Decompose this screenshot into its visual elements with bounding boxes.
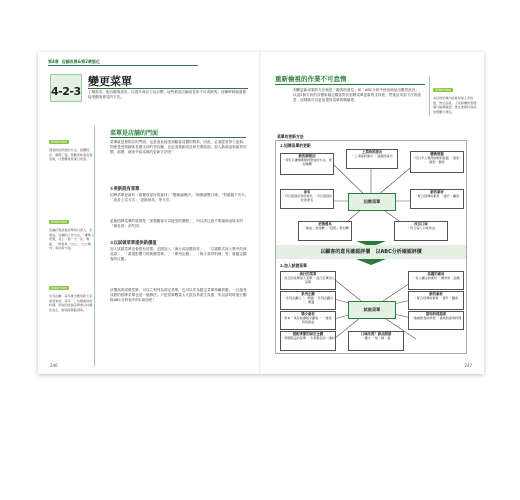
band-abc-analysis: 以ABC分析確認評價 <box>375 249 422 255</box>
node-presentation: 上菜時的演出 ・上菜時的演出 ・裝盤的演出 <box>346 149 398 169</box>
attention-text: 為好的記錄內容就是加入多的組，對於品質，上菜時機的管理進行檢測確認，實在會保持商品的整體力穩定。 <box>433 96 477 114</box>
section-intro: 了解需求，配合顧客需求，以提升商品力為目標，這些都是店舗成長所不可或缺的。這種時候就需要接受顧客意見的方法。 <box>88 90 247 99</box>
figure-label: 菜單的更新方法 <box>277 134 304 139</box>
section-title-rule <box>88 88 248 89</box>
attention-text: 系列企劃：每年推出應用新大學最喜愛的，每年「」持續進貨的料理，所說的試做菜單會以持續性為主，創造時都點餐率。 <box>49 294 93 312</box>
node-rare-material: 稀少素材 ・原本・具有能讓吸引顧客 ・一道菜・特別商品 <box>280 311 336 330</box>
heading-review: 重新檢視的作業不可怠惰 <box>275 75 347 83</box>
arrow-down-icon <box>356 259 386 265</box>
right-page <box>261 52 484 374</box>
paragraph-update-methods: 招牌菜單更新有「改變成更好的素材」「變換調理法」「稍微調整口味」「對裝盤下功夫」「改善上菜方式」「更換餐具」等方法。 <box>110 193 247 203</box>
paragraph-trial-menu: 加入試做菜單也會很有效果。定期加入「流行或話題食材」、「以重點式深入集中的商品群」、「重視影響力的娛樂菜單」、「系列企劃」、「稀少食材料理」等，就確定顧客的反應。 <box>110 247 247 262</box>
left-page <box>38 52 261 374</box>
book-spread <box>38 52 484 374</box>
paragraph-review: 判斷更新成果的方法就是「顧客的意見」和「ABC分析中使用商品出數的狀況」，以這2個方向的評價來確定顧客對於招牌菜單更新的支持度，然後活用到下次的改善，這樣就可以更加提昇菜單的精確度。 <box>293 88 423 103</box>
node-tableware: 更換餐具 ・「換成」更加精 ・「搭配」更加精 <box>298 221 352 241</box>
heading-rule <box>110 137 246 138</box>
paragraph-trial-evaluation: 評價高的試做菜單，可以立刻列為固定菜單，也可以作為限定菜單持續供應。一旦接受成熟的招牌菜單也是一個辦法。只是菜單數量太大很容易產生負擔，所以請同時進行刪除ABC分析表中的C商品吧！ <box>110 288 247 303</box>
menu-update-diagram <box>275 140 467 354</box>
subheading-update-menu: ①更新既有菜單 <box>110 187 140 192</box>
node-series-plan: 系列企劃 ・系列企劃以「」開頭 ・系列企劃以「」開頭 <box>280 291 336 310</box>
node-new-method: 新的調理法 ・使可以讓調理變得更加的方法 更加燦爛 <box>280 153 334 175</box>
attention-badge: Attention <box>51 220 68 224</box>
sidebar-divider <box>94 126 95 366</box>
node-topical-material: 話題的素材 ・有人關注的素材 ・題材料・話題 <box>408 271 464 290</box>
node-new-material-2: 新的素材 ・配合招牌的素材 ・提升・顧客 <box>408 291 464 310</box>
section-number: 4-2-3 <box>51 85 81 98</box>
attention-badge: Attention <box>51 140 68 144</box>
attention-note-2 <box>49 208 94 251</box>
attention-badge: Attention <box>435 88 452 92</box>
attention-note-right <box>433 76 477 114</box>
chapter-tag: 第4章 <box>48 59 59 64</box>
page-number-left: 246 <box>50 363 58 368</box>
heading-menu-facade: 菜單是店舗的門面 <box>110 130 159 137</box>
attention-badge: Attention <box>51 286 68 290</box>
center-signature-menu: 招牌菜單 <box>348 193 396 211</box>
paragraph-update-principle: 更新招牌菜單的原則是「加強顧客可以接受的優點」，所以該注意不要讓商品原本的「個長度」消失掉。 <box>110 219 243 229</box>
paragraph-intro: 菜單就是餐飲店的門面，也是會直接受到顧客評價的對象，因此，必須經常努力更新。即使是受到顧客長期支持的老店鋪，也必須重新改良和充實品項。加入新商品來維持評價，那麼，就來介紹菜單的更新方法吧！ <box>110 140 247 155</box>
node-seasonal-plan: 搭配季節的固定企劃 ・季節限定的菜單 ・冬季限定的一道料 <box>280 331 336 351</box>
center-trial-menu: 試做菜單 <box>348 301 396 319</box>
heading-rule <box>275 84 425 85</box>
page-number-right: 247 <box>464 363 472 368</box>
subheading-trial-menu: ②以試做菜單提供新價值 <box>110 241 157 246</box>
attention-text: 店鋪針對試做菜單是以深入，去當成。店舗的工作方法，「讓業人感覺，有上「他一天一次」專區，一般提供「○○」，「○○週刊」等的新方案。 <box>49 228 94 251</box>
node-naming: 命名 ・可以感到好奇的命名 ・可以感到好吃的命名 <box>280 189 334 209</box>
node-local-cuisine: 當地料理提案 ・地域飲食的料理 ・當地特產的料理 <box>408 311 464 330</box>
sidebar-divider <box>429 76 430 116</box>
part1-title: 1.招牌菜單的更新 <box>280 143 311 148</box>
node-new-material: 新的素材 ・配合招牌的素材 ・提升・顧客 <box>410 189 464 209</box>
evaluation-band <box>276 245 466 259</box>
node-trend-menu: 流行的菜單 ・流行的菜單加入菜單 ・流行菜單加入菜單 <box>280 271 336 290</box>
attention-text: 餐食的的狀態的方法，採購程序，調理工程，帶動營收等各項因素，以整體角度進行改善。 <box>49 148 93 162</box>
section-title: 變更菜單 <box>88 75 132 88</box>
node-product-development: 口味改善？商品開發 ・鍋大 ・魚・輕・蔬 <box>348 331 404 351</box>
attention-note-1 <box>49 128 94 162</box>
attention-note-3 <box>49 274 94 312</box>
band-customer-feedback: 以顧客的意見確認評價 <box>320 249 371 255</box>
part2-title: 2.加入試做菜單 <box>280 263 307 268</box>
chapter-title: 店舗改善&第2業態化 <box>61 59 100 64</box>
node-plating: 變換裝盤 ・可以令人覺得新鮮的裝盤 ・高度・模型・器材 <box>410 151 464 173</box>
node-flavor: 改良口味 ・符合客人口味改良 <box>394 221 448 241</box>
chapter-rule <box>48 65 198 66</box>
